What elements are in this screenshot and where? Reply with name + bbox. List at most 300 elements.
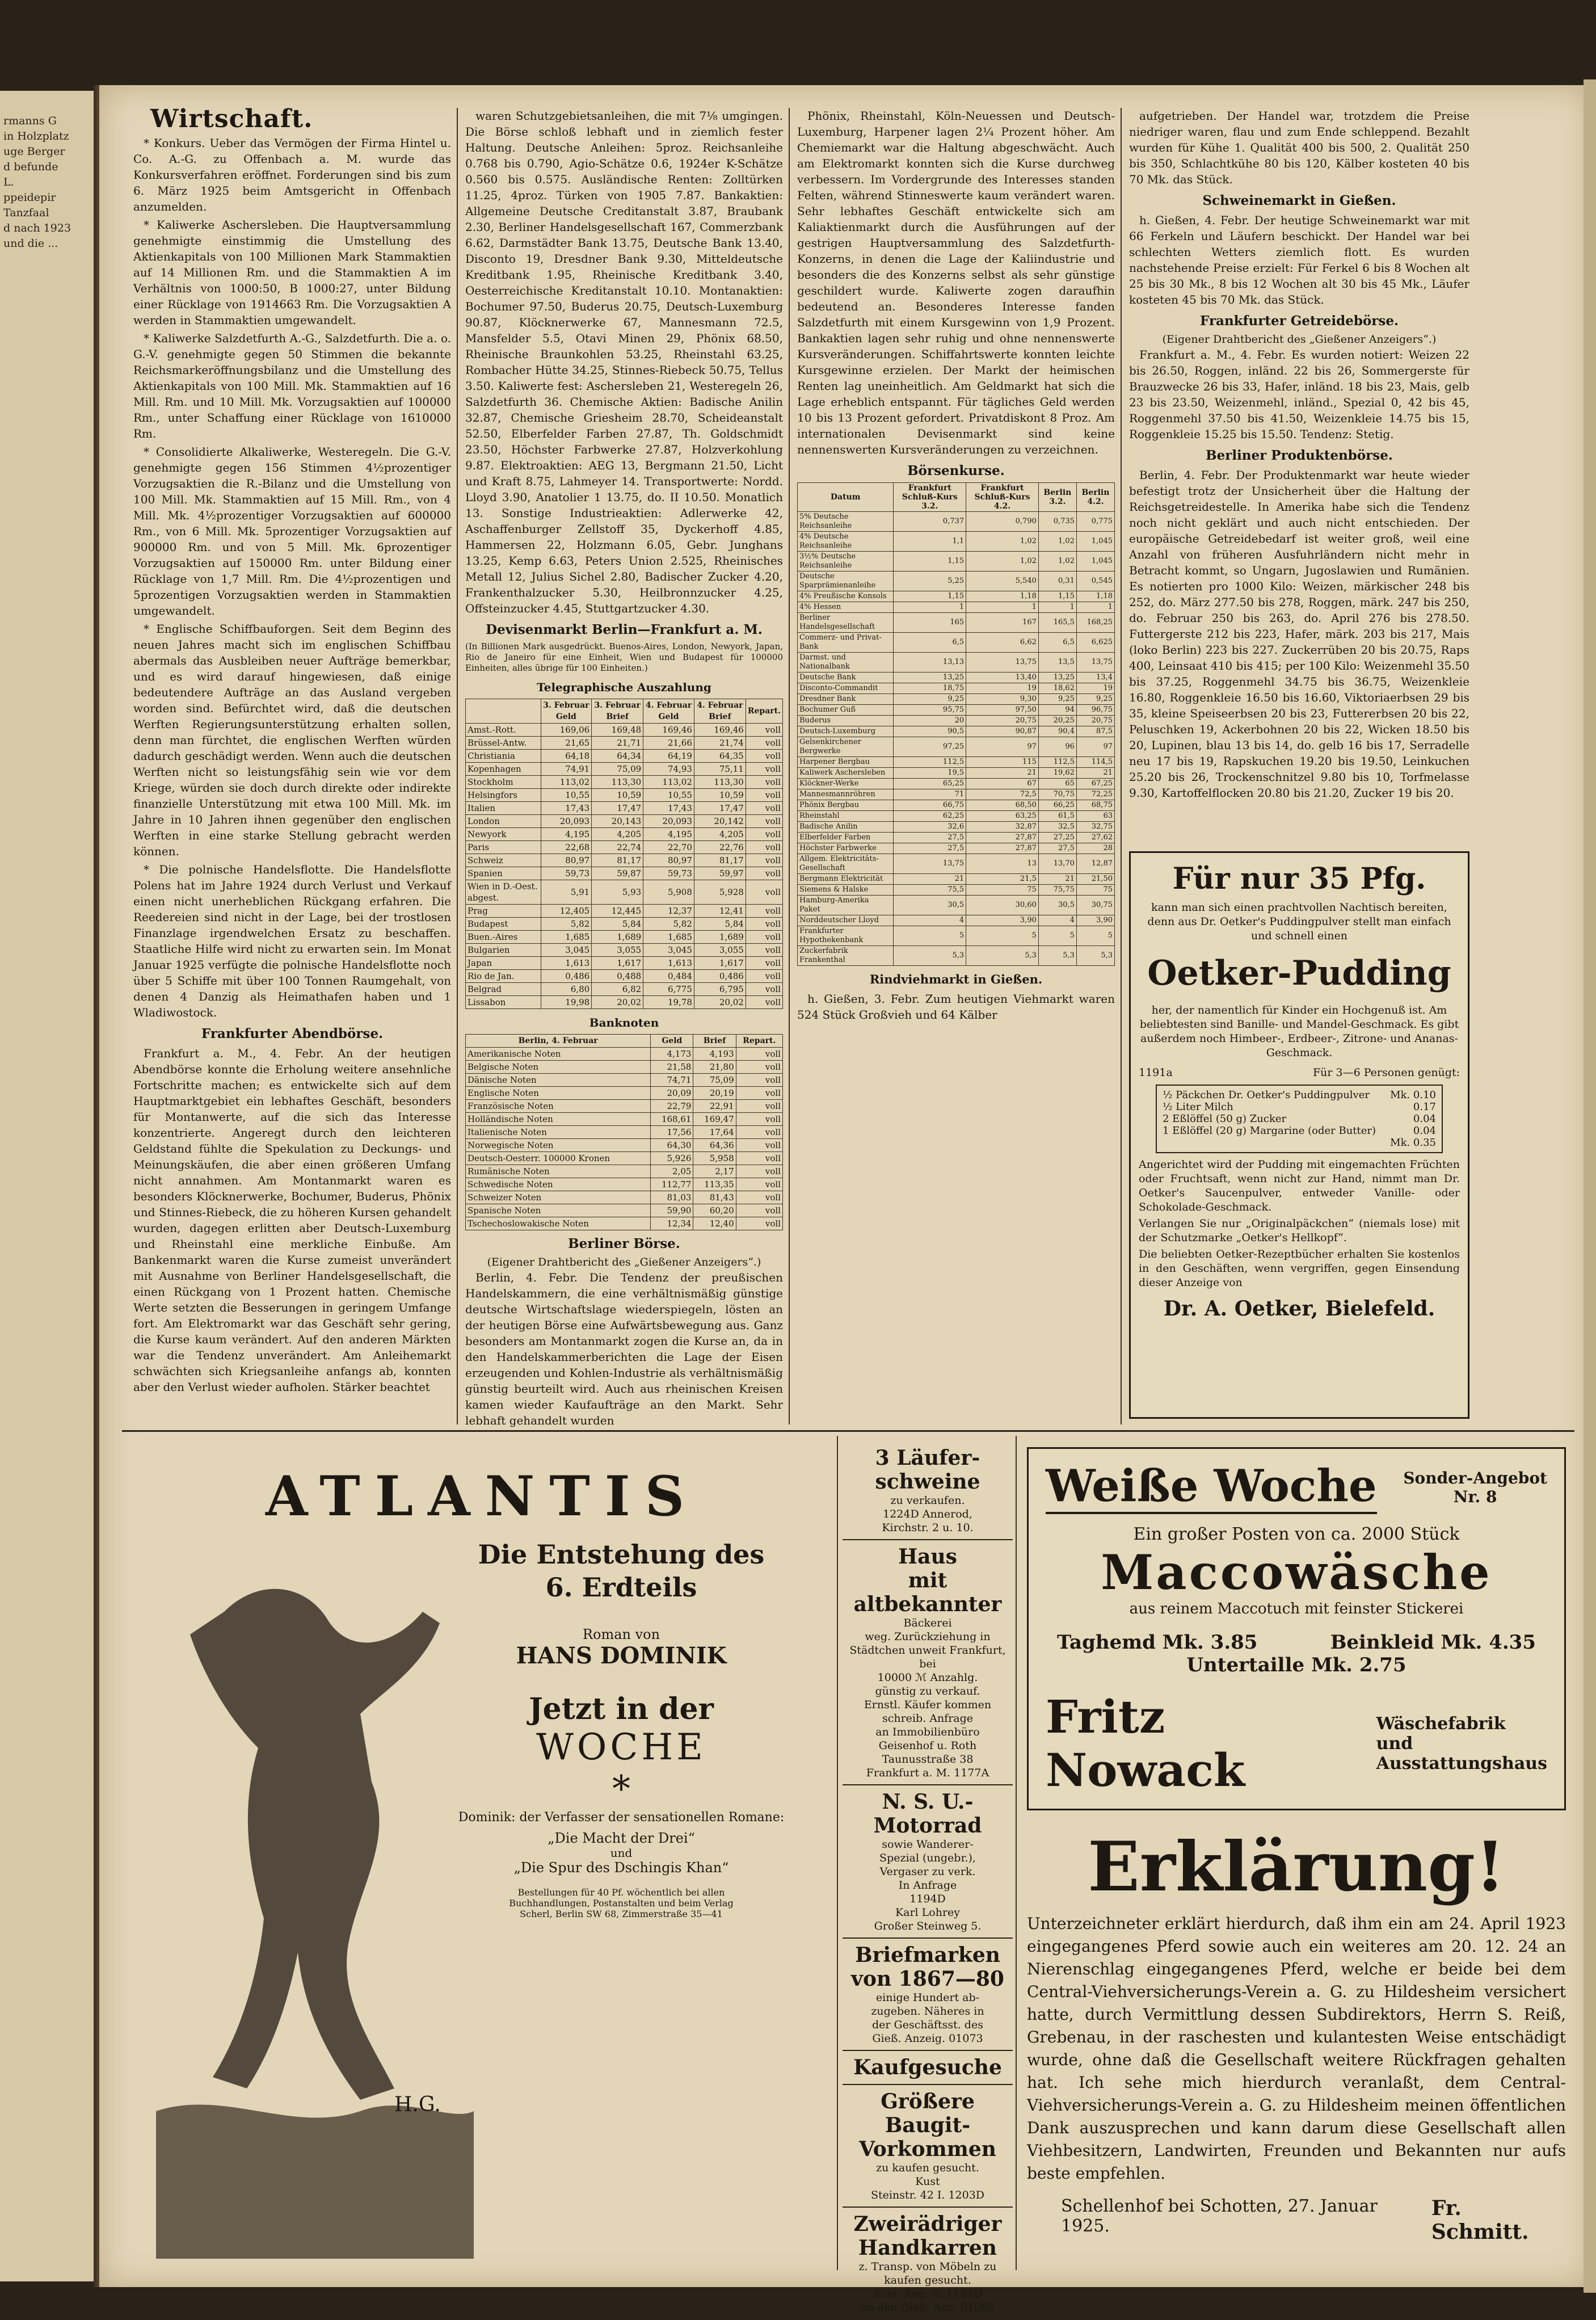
table-cell: 75,11 bbox=[694, 763, 746, 776]
table-cell: 27,87 bbox=[966, 833, 1039, 843]
table-row bbox=[798, 591, 1115, 602]
atlantis-woche: WOCHE bbox=[536, 1726, 706, 1768]
table-cell: voll bbox=[746, 905, 782, 918]
table-cell: Höchster Farbwerke bbox=[798, 843, 894, 854]
classified-line: Motorrad bbox=[873, 1814, 982, 1838]
table-cell: 5,908 bbox=[643, 880, 694, 905]
table-cell: Norwegische Noten bbox=[466, 1139, 651, 1152]
classified-line: 10000 ℳ Anzahlg. bbox=[877, 1671, 978, 1684]
table-cell: 22,68 bbox=[541, 841, 592, 854]
table-cell: 20 bbox=[894, 716, 966, 726]
table-cell: 75,09 bbox=[693, 1074, 736, 1087]
table-cell: Phönix Bergbau bbox=[798, 800, 894, 811]
table-cell: 5,84 bbox=[592, 918, 643, 931]
table-cell: 6,80 bbox=[541, 983, 592, 996]
table-cell: Allgem. Elektricitäts-Gesellschaft bbox=[798, 854, 894, 874]
classified-line: Großer Steinweg 5. bbox=[874, 1920, 982, 1932]
table-cell: 1,02 bbox=[1038, 532, 1076, 552]
classified-line: Kirchstr. 2 u. 10. bbox=[882, 1522, 974, 1534]
table-cell: Harpener Bergbau bbox=[798, 757, 894, 768]
fragment-line: Tanzfaal bbox=[3, 207, 49, 219]
price-row bbox=[1163, 1113, 1436, 1125]
classified-line: günstig zu verkauf. bbox=[875, 1685, 980, 1697]
table-cell: Spanien bbox=[466, 867, 541, 880]
previous-page-fragment bbox=[0, 91, 99, 2281]
table-cell: 66,75 bbox=[894, 800, 966, 811]
classified-line: 3 Läufer- bbox=[875, 1446, 980, 1470]
table-cell: 6,82 bbox=[592, 983, 643, 996]
table-cell: 1,18 bbox=[966, 591, 1039, 602]
table-cell: 113,35 bbox=[693, 1178, 736, 1191]
table-cell: 3½% Deutsche Reichsanleihe bbox=[798, 552, 894, 571]
table-row bbox=[798, 653, 1115, 673]
table-cell: 81,43 bbox=[693, 1191, 736, 1204]
table-cell: 1 bbox=[1038, 602, 1076, 613]
table-row bbox=[466, 1074, 783, 1087]
table-cell: 3,045 bbox=[541, 944, 592, 957]
table-cell: Tschechoslowakische Noten bbox=[466, 1217, 651, 1230]
table-cell: 20,75 bbox=[966, 716, 1039, 726]
table-cell: 20,75 bbox=[1076, 716, 1114, 726]
table-cell: 90,87 bbox=[966, 726, 1039, 737]
table-cell: 32,87 bbox=[966, 822, 1039, 833]
table-cell: 169,46 bbox=[643, 724, 694, 737]
table-cell: 2,17 bbox=[693, 1165, 736, 1178]
table-row bbox=[798, 705, 1115, 716]
table-cell: 21,80 bbox=[693, 1061, 736, 1074]
table-cell: 5,926 bbox=[651, 1152, 693, 1165]
table-cell: 17,47 bbox=[694, 802, 746, 815]
schweinemarkt-text: h. Gießen, 4. Febr. Der heutige Schweinemarkt war mit 66 Ferkeln und Läufern beschickt. Der Handel war bei schlechten Wetters ziemlich flott. Es wurden nachstehende Preise erzielt: Für Ferkel 6 bis 8 Wochen alt 25 bis 30 Mk., 8 bis 12 Wochen alt 30 bis 45 Mk., Läufer kosteten 45 bis 70 Mk. das Stück. bbox=[1129, 213, 1469, 306]
table-cell: 13 bbox=[966, 854, 1039, 874]
fragment-line: L. bbox=[3, 176, 14, 188]
table-cell: voll bbox=[746, 802, 782, 815]
table-row bbox=[466, 918, 783, 931]
table-cell: 4% Deutsche Reichsanleihe bbox=[798, 532, 894, 552]
table-cell: 1,689 bbox=[694, 931, 746, 944]
classified-line: N. S. U.- bbox=[882, 1790, 974, 1814]
fragment-line: und die ... bbox=[3, 237, 58, 250]
table-cell: 5,540 bbox=[966, 571, 1039, 591]
table-cell: 19,5 bbox=[894, 768, 966, 779]
classifieds-column bbox=[843, 1441, 1013, 2320]
table-cell: 27,5 bbox=[894, 843, 966, 854]
table-cell: 96 bbox=[1038, 737, 1076, 757]
table-row bbox=[466, 957, 783, 970]
column-rule bbox=[1016, 1436, 1017, 2270]
table-cell: Newyork bbox=[466, 828, 541, 841]
classified-line: einige Hundert ab- bbox=[875, 1991, 980, 2004]
table-cell: Deutsche Sparprämienanleihe bbox=[798, 571, 894, 591]
table-header-cell: Berlin 3.2. bbox=[1038, 483, 1076, 512]
classified-ad bbox=[843, 2085, 1013, 2208]
table-row bbox=[798, 915, 1115, 926]
table-cell: Mannesmannröhren bbox=[798, 789, 894, 800]
table-cell: 6,795 bbox=[694, 983, 746, 996]
table-cell: 67,25 bbox=[1076, 779, 1114, 789]
table-cell: 59,90 bbox=[651, 1204, 693, 1217]
table-row bbox=[466, 1126, 783, 1139]
table-row bbox=[466, 1217, 783, 1230]
table-cell: 63,25 bbox=[966, 811, 1039, 822]
table-cell: Disconto-Commandit bbox=[798, 683, 894, 694]
table-cell: 97 bbox=[966, 737, 1039, 757]
classified-ad bbox=[843, 1785, 1013, 1939]
newspaper-page bbox=[99, 85, 1591, 2314]
table-row bbox=[798, 789, 1115, 800]
table-row bbox=[798, 822, 1115, 833]
beinkleid-price: Beinkleid Mk. 4.35 bbox=[1330, 1631, 1536, 1654]
table-cell: 113,02 bbox=[643, 776, 694, 789]
table-cell: 1,045 bbox=[1076, 532, 1114, 552]
classified-line: Steinstr. 42 I. 1203D bbox=[870, 2189, 985, 2201]
table-cell: voll bbox=[736, 1204, 782, 1217]
table-cell: Zuckerfabrik Frankenthal bbox=[798, 946, 894, 966]
table-header-cell: 4. Februar Brief bbox=[694, 699, 746, 724]
table-cell: 12,40 bbox=[693, 1217, 736, 1230]
table-cell: 75,5 bbox=[894, 885, 966, 896]
classified-ad bbox=[843, 2051, 1013, 2085]
table-cell: Badische Anilin bbox=[798, 822, 894, 833]
table-cell: Elberfelder Farben bbox=[798, 833, 894, 843]
table-row bbox=[466, 1139, 783, 1152]
classified-line: Vergaser zu verk. bbox=[879, 1865, 976, 1878]
table-cell: 61,5 bbox=[1038, 811, 1076, 822]
table-cell: voll bbox=[736, 1139, 782, 1152]
price-row bbox=[1163, 1137, 1436, 1149]
table-cell: 65,25 bbox=[894, 779, 966, 789]
table-cell: 5,3 bbox=[1038, 946, 1076, 966]
table-row bbox=[798, 633, 1115, 653]
table-cell: voll bbox=[746, 867, 782, 880]
table-row bbox=[466, 776, 783, 789]
table-cell: Rumänische Noten bbox=[466, 1165, 651, 1178]
table-cell: 5,3 bbox=[894, 946, 966, 966]
devisen-note: (In Billionen Mark ausgedrückt. Buenos-Aires, London, Newyork, Japan, Rio de Janeiro für eine Einheit, Wien und Budapest für 100000 Einheiten, alles übrige für 100 Einheiten.) bbox=[465, 641, 783, 673]
table-cell: 27,25 bbox=[1038, 833, 1076, 843]
table-cell: 21,74 bbox=[694, 737, 746, 750]
classified-line: mit altbekannter bbox=[853, 1569, 1002, 1616]
table-row bbox=[798, 874, 1115, 885]
table-cell: 27,87 bbox=[966, 843, 1039, 854]
table-cell: 165 bbox=[894, 613, 966, 633]
table-cell: Rio de Jan. bbox=[466, 970, 541, 983]
price-label: ½ Päckchen Dr. Oetker's Puddingpulver bbox=[1163, 1089, 1370, 1101]
table-cell: 74,91 bbox=[541, 763, 592, 776]
boerse-column bbox=[465, 108, 783, 1431]
table-row bbox=[466, 763, 783, 776]
atlantis-roman-von: Roman von bbox=[582, 1626, 660, 1642]
table-row bbox=[466, 750, 783, 763]
table-cell: 5 bbox=[1038, 926, 1076, 946]
table-cell: voll bbox=[736, 1048, 782, 1061]
table-cell: 21,58 bbox=[651, 1061, 693, 1074]
atlantis-bestell: Bestellungen für 40 Pf. wöchentlich bei allen Buchhandlungen, Postanstalten und beim Verlag Scherl, Berlin SW 68, Zimmerstraße 35—41 bbox=[509, 1887, 734, 1919]
oetker-text4: Die beliebten Oetker-Rezeptbücher erhalten Sie kostenlos in den Geschäften, wenn vergriffen, gegen Einsendung dieser Anzeige von bbox=[1139, 1248, 1460, 1289]
table-cell: 169,06 bbox=[541, 724, 592, 737]
table-cell: 10,55 bbox=[541, 789, 592, 802]
table-cell: 27,62 bbox=[1076, 833, 1114, 843]
table-cell: 3,90 bbox=[966, 915, 1039, 926]
table-cell: Spanische Noten bbox=[466, 1204, 651, 1217]
abendboerse-text: Frankfurt a. M., 4. Febr. An der heutigen Abendbörse konnte die Erholung weitere ansehnliche Fortschritte machen; es entwickelte sich auf dem Hauptmarktgebiet ein lebhaftes Geschäft, besonders für Montanwerte, auf die sich das Interesse konzentrierte. Angeregt durch den leichteren Geldstand fühlte die Spekulation zu Deckungs- und Meinungskäufen, die aber einen größeren Umfang nicht annahmen. Am Montanmarkt waren es besonders Klöcknerwerke, Bochumer, Buderus, Phönix und Stinnes-Riebeck, die zu höheren Kursen gehandelt wurden, dagegen erlitten aber Deutsch-Luxemburg und Rheinstahl eine merkliche Einbuße. Am Bankenmarkt waren die Kurse zumeist unverändert mit Ausnahme von Berliner Handelsgesellschaft, die einen Rückgang von 1 Prozent hatten. Chemische Werte setzten die Besserungen in geringem Umfange fort. Am Elektromarkt war das Geschäft sehr gering, die Kurse kaum verändert. Auf den anderen Märkten war die Tendenz unverändert. Am Anleihemarkt schwächten sich Kriegsanleihe anfangs ab, konnten aber den Verlust wieder aufholen. Stärker beachtet bbox=[133, 1046, 451, 1394]
oetker-intro: kann man sich einen prachtvollen Nachtisch bereiten, denn aus Dr. Oetker's Puddingpulver stellt man einfach und schnell einen bbox=[1147, 901, 1451, 942]
table-cell: 64,19 bbox=[643, 750, 694, 763]
table-cell: voll bbox=[746, 944, 782, 957]
table-cell: 75 bbox=[1076, 885, 1114, 896]
table-cell: 90,5 bbox=[894, 726, 966, 737]
wirtschaft-articles bbox=[133, 135, 451, 1020]
table-row bbox=[798, 926, 1115, 946]
table-row bbox=[466, 841, 783, 854]
section-title: Wirtschaft. bbox=[150, 104, 313, 133]
abendboerse-title: Frankfurter Abendbörse. bbox=[201, 1026, 384, 1041]
fragment-line: in Holzplatz bbox=[3, 130, 69, 142]
table-cell: Siemens & Halske bbox=[798, 885, 894, 896]
table-row bbox=[798, 737, 1115, 757]
table-cell: 13,25 bbox=[1038, 673, 1076, 683]
table-cell: voll bbox=[746, 828, 782, 841]
classified-ad bbox=[843, 1939, 1013, 2051]
table-cell: voll bbox=[736, 1074, 782, 1087]
price-value: 0.04 bbox=[1413, 1125, 1436, 1137]
produktenboerse-title: Berliner Produktenbörse. bbox=[1206, 448, 1393, 463]
table-cell: Italien bbox=[466, 802, 541, 815]
table-cell: 2,05 bbox=[651, 1165, 693, 1178]
table-cell: 95,75 bbox=[894, 705, 966, 716]
classified-line: Vorkommen bbox=[859, 2137, 996, 2161]
table-cell: 1 bbox=[894, 602, 966, 613]
table-header-cell: Geld bbox=[651, 1035, 693, 1048]
oetker-headline: Für nur 35 Pfg. bbox=[1172, 861, 1426, 896]
table-row bbox=[466, 1204, 783, 1217]
classified-line: Handkarren bbox=[858, 2236, 997, 2260]
table-cell: 1,15 bbox=[894, 591, 966, 602]
table-cell: 6,5 bbox=[894, 633, 966, 653]
table-row bbox=[798, 800, 1115, 811]
classified-line: z. Transp. von Möbeln zu kaufen gesucht. bbox=[858, 2260, 997, 2287]
classified-line: Briefmarken bbox=[855, 1943, 1000, 1967]
table-cell: Bergmann Elektricität bbox=[798, 874, 894, 885]
table-header-cell: Repart. bbox=[746, 699, 782, 724]
table-header-cell: Frankfurt Schluß-Kurs 3.2. bbox=[894, 483, 966, 512]
atlantis-novel2: „Die Spur des Dschingis Khan“ bbox=[513, 1860, 729, 1876]
table-cell: 1,689 bbox=[592, 931, 643, 944]
table-header-row bbox=[798, 483, 1115, 512]
table-cell: 81,03 bbox=[651, 1191, 693, 1204]
table-cell: 18,62 bbox=[1038, 683, 1076, 694]
classified-ad bbox=[843, 1540, 1013, 1785]
banknoten-title: Banknoten bbox=[589, 1016, 659, 1029]
table-cell: 65 bbox=[1038, 779, 1076, 789]
classified-line: Geisenhof u. Roth bbox=[878, 1739, 977, 1752]
viehmarkt-title: Rindviehmarkt in Gießen. bbox=[869, 972, 1043, 986]
table-row bbox=[466, 944, 783, 957]
classified-line: 1194D bbox=[909, 1893, 946, 1905]
table-cell: 12,37 bbox=[643, 905, 694, 918]
erklaerung-text: Unterzeichneter erklärt hierdurch, daß ihm ein am 24. April 1923 eingegangenes Pferd sowie auch ein weiteres am 20. 12. 24 an Nierenschlag eingegangenes Pferd, welche er beide bei dem Central-Viehversicherungs-Verein a. G. zu Hildesheim versichert hatte, durch Vermittlung dessen Subdirektors, Herrn S. Reiß, Grebenau, in der raschesten und kulantesten Weise entschädigt wurde, ohne daß die Gesellschaft weitere Rückfragen gehalten hat. Ich sehe mich hierdurch veranlaßt, dem Central-Viehversicherungs-Verein a. G. zu Hildesheim meinen öffentlichen Dank auszusprechen und kann darum diese Gesellschaft allen Viehbesitzern, Landwirten, Freunden und Bekannten nur aufs beste empfehlen. bbox=[1027, 1914, 1566, 2183]
table-cell: 5% Deutsche Reichsanleihe bbox=[798, 512, 894, 532]
oetker-ad-code: 1191a bbox=[1139, 1066, 1173, 1079]
table-cell: Bulgarien bbox=[466, 944, 541, 957]
table-cell: 94 bbox=[1038, 705, 1076, 716]
column4-text: aufgetrieben. Der Handel war, trotzdem die Preise niedriger waren, flau und zum Ende schleppend. Bezahlt wurden für Kühe 1. Qualität 400 bis 500, 2. Qualität 250 bis 350, Schlachtkühe 80 bis 120, Kälber kosteten 40 bis 70 Mk. das Stück. bbox=[1129, 109, 1469, 186]
price-row bbox=[1163, 1089, 1436, 1101]
table-header-cell: 3. Februar Geld bbox=[541, 699, 592, 724]
table-cell: 5,928 bbox=[694, 880, 746, 905]
classified-line: Kust bbox=[915, 2175, 940, 2188]
boersenkurse-table bbox=[797, 482, 1115, 966]
table-cell: 1,1 bbox=[894, 532, 966, 552]
table-header-cell: 3. Februar Brief bbox=[592, 699, 643, 724]
table-cell: 20,09 bbox=[651, 1087, 693, 1100]
table-cell: voll bbox=[736, 1087, 782, 1100]
table-cell: 17,43 bbox=[643, 802, 694, 815]
table-cell: 60,20 bbox=[693, 1204, 736, 1217]
price-label: 1 Eßlöffel (20 g) Margarine (oder Butter) bbox=[1163, 1125, 1376, 1137]
table-cell: 4,195 bbox=[541, 828, 592, 841]
table-cell: 9,25 bbox=[1076, 694, 1114, 705]
classified-line: Gieß. Anzeig. 01073 bbox=[872, 2032, 983, 2045]
classified-ad bbox=[843, 1441, 1013, 1540]
article-paragraph: * Kaliwerke Aschersleben. Die Hauptversammlung genehmigte einstimmig die Umstellung des Aktienkapitals von 100 Millionen Mark Stammaktien auf 14 Millionen Rm. und die Stammaktien A im Verhältnis von 1000:50, B 1000:27, unter Bildung einer Rücklage von 1914663 Rm. Die Vorzugsaktien A werden in Stammaktien umgewandelt. bbox=[133, 218, 451, 327]
table-cell: Kopenhagen bbox=[466, 763, 541, 776]
table-cell: 30,60 bbox=[966, 896, 1039, 915]
table-cell: 19 bbox=[966, 683, 1039, 694]
table-cell: voll bbox=[736, 1100, 782, 1113]
table-cell: 5 bbox=[894, 926, 966, 946]
table-cell: 13,40 bbox=[966, 673, 1039, 683]
table-cell: 4,173 bbox=[651, 1048, 693, 1061]
posten-text: Ein großer Posten von ca. 2000 Stück bbox=[1133, 1524, 1460, 1544]
table-row bbox=[466, 880, 783, 905]
table-row bbox=[798, 694, 1115, 705]
table-row bbox=[466, 815, 783, 828]
firm-sub1: Wäschefabrik und bbox=[1376, 1713, 1506, 1754]
wirtschaft-column bbox=[133, 104, 451, 1397]
table-cell: 97,25 bbox=[894, 737, 966, 757]
table-cell: voll bbox=[736, 1191, 782, 1204]
table-row bbox=[466, 1048, 783, 1061]
table-cell: 168,61 bbox=[651, 1113, 693, 1126]
table-cell: 4% Preußische Konsols bbox=[798, 591, 894, 602]
table-cell: 72,5 bbox=[966, 789, 1039, 800]
table-cell: 5,3 bbox=[1076, 946, 1114, 966]
table-header-cell: Repart. bbox=[736, 1035, 782, 1048]
table-cell: 87,5 bbox=[1076, 726, 1114, 737]
table-cell: 1,02 bbox=[966, 552, 1039, 571]
table-cell: voll bbox=[746, 931, 782, 944]
table-cell: Bochumer Guß bbox=[798, 705, 894, 716]
fragment-line: ppeidepir bbox=[3, 191, 56, 204]
table-row bbox=[466, 1087, 783, 1100]
classified-line: Frankfurt a. M. 1177A bbox=[866, 1767, 989, 1779]
table-cell: 0,735 bbox=[1038, 512, 1076, 532]
berliner-boerse-title: Berliner Börse. bbox=[568, 1236, 680, 1251]
atlantis-ad bbox=[133, 1441, 831, 2270]
classified-ad bbox=[843, 2208, 1013, 2320]
classified-line: Größere Baugit- bbox=[881, 2090, 975, 2137]
table-cell: 21 bbox=[966, 768, 1039, 779]
table-row bbox=[798, 757, 1115, 768]
sonder-nr: Nr. 8 bbox=[1453, 1487, 1497, 1506]
devisen-title: Devisenmarkt Berlin—Frankfurt a. M. bbox=[486, 622, 763, 637]
table-cell: 13,70 bbox=[1038, 854, 1076, 874]
table-row bbox=[798, 552, 1115, 571]
table-cell: 0,737 bbox=[894, 512, 966, 532]
table-cell: 5,3 bbox=[966, 946, 1039, 966]
table-cell: 5,93 bbox=[592, 880, 643, 905]
table-cell: 0,488 bbox=[592, 970, 643, 983]
table-cell: 5,91 bbox=[541, 880, 592, 905]
firm-name: Fritz Nowack bbox=[1046, 1690, 1245, 1797]
table-cell: 0,486 bbox=[541, 970, 592, 983]
table-cell: 169,46 bbox=[694, 724, 746, 737]
table-cell: 59,97 bbox=[694, 867, 746, 880]
table-cell: 1 bbox=[966, 602, 1039, 613]
table-cell: 112,5 bbox=[1038, 757, 1076, 768]
table-cell: voll bbox=[746, 737, 782, 750]
atlantis-novel1: „Die Macht der Drei“ bbox=[548, 1830, 695, 1846]
table-row bbox=[798, 512, 1115, 532]
table-cell: 71 bbox=[894, 789, 966, 800]
table-cell: 59,87 bbox=[592, 867, 643, 880]
devisen-table bbox=[465, 699, 783, 1009]
table-cell: 22,79 bbox=[651, 1100, 693, 1113]
table-cell: 19,98 bbox=[541, 996, 592, 1009]
table-cell: 9,25 bbox=[894, 694, 966, 705]
atlantis-und: und bbox=[610, 1846, 633, 1860]
table-cell: 4,205 bbox=[694, 828, 746, 841]
table-cell: Prag bbox=[466, 905, 541, 918]
table-cell: 3,055 bbox=[694, 944, 746, 957]
weisse-woche-title: Weiße Woche bbox=[1046, 1460, 1377, 1514]
table-row bbox=[466, 789, 783, 802]
atlantis-dominik: Dominik: der Verfasser der sensationellen Romane: bbox=[458, 1810, 785, 1825]
article-paragraph: * Consolidierte Alkaliwerke, Westeregeln. Die G.-V. genehmigte gegen 156 Stimmen 4½prozentiger Vorzugsaktien die R.-Bilanz und die Umstellung von 100 Mill. Mk. Stammaktien auf 15 Mill. Rm., von 4 Mill. Mk. 4½prozentiger Vorzugsaktien auf 600000 Rm., von 6 Mill. Mk. 5prozentiger Vorzugsaktien auf 900000 Rm. und von 5 Mill. Mk. 6prozentiger Vorzugsaktien auf 150000 Rm. unter Bildung einer Rücklage von 1,7 Mill. Rm. Die 4½prozentigen und 5prozentigen Vorzugsaktien werden in Stammaktien umgewandelt. bbox=[133, 445, 451, 617]
table-cell: 1,15 bbox=[1038, 591, 1076, 602]
table-cell: 0,486 bbox=[694, 970, 746, 983]
table-cell: 5,25 bbox=[894, 571, 966, 591]
table-row bbox=[466, 905, 783, 918]
table-cell: Italienische Noten bbox=[466, 1126, 651, 1139]
classified-line: Zweirädriger bbox=[853, 2212, 1002, 2236]
table-cell: 4 bbox=[894, 915, 966, 926]
table-cell: 20,142 bbox=[694, 815, 746, 828]
table-cell: voll bbox=[746, 983, 782, 996]
erklaerung-place: Schellenhof bei Schotten, 27. Januar 1925. bbox=[1061, 2196, 1378, 2236]
table-cell: 13,4 bbox=[1076, 673, 1114, 683]
table-row bbox=[466, 1191, 783, 1204]
table-cell: 3,045 bbox=[643, 944, 694, 957]
firm-sub2: Ausstattungshaus bbox=[1376, 1753, 1547, 1773]
price-value: 0.04 bbox=[1413, 1113, 1436, 1125]
table-cell: 59,73 bbox=[541, 867, 592, 880]
table-cell: voll bbox=[746, 957, 782, 970]
table-cell: 5,84 bbox=[694, 918, 746, 931]
table-row bbox=[798, 833, 1115, 843]
oetker-signature: Dr. A. Oetker, Bielefeld. bbox=[1163, 1297, 1435, 1321]
table-cell: 17,43 bbox=[541, 802, 592, 815]
table-cell: 13,75 bbox=[894, 854, 966, 874]
price-value: 0.17 bbox=[1413, 1101, 1436, 1113]
boersenkurse-title: Börsenkurse. bbox=[907, 463, 1005, 478]
table-header-cell: Datum bbox=[798, 483, 894, 512]
erklaerung-title: Erklärung! bbox=[1088, 1827, 1505, 1907]
table-cell: Budapest bbox=[466, 918, 541, 931]
classified-line: sowie Wanderer- bbox=[882, 1838, 974, 1851]
table-cell: Helsingfors bbox=[466, 789, 541, 802]
